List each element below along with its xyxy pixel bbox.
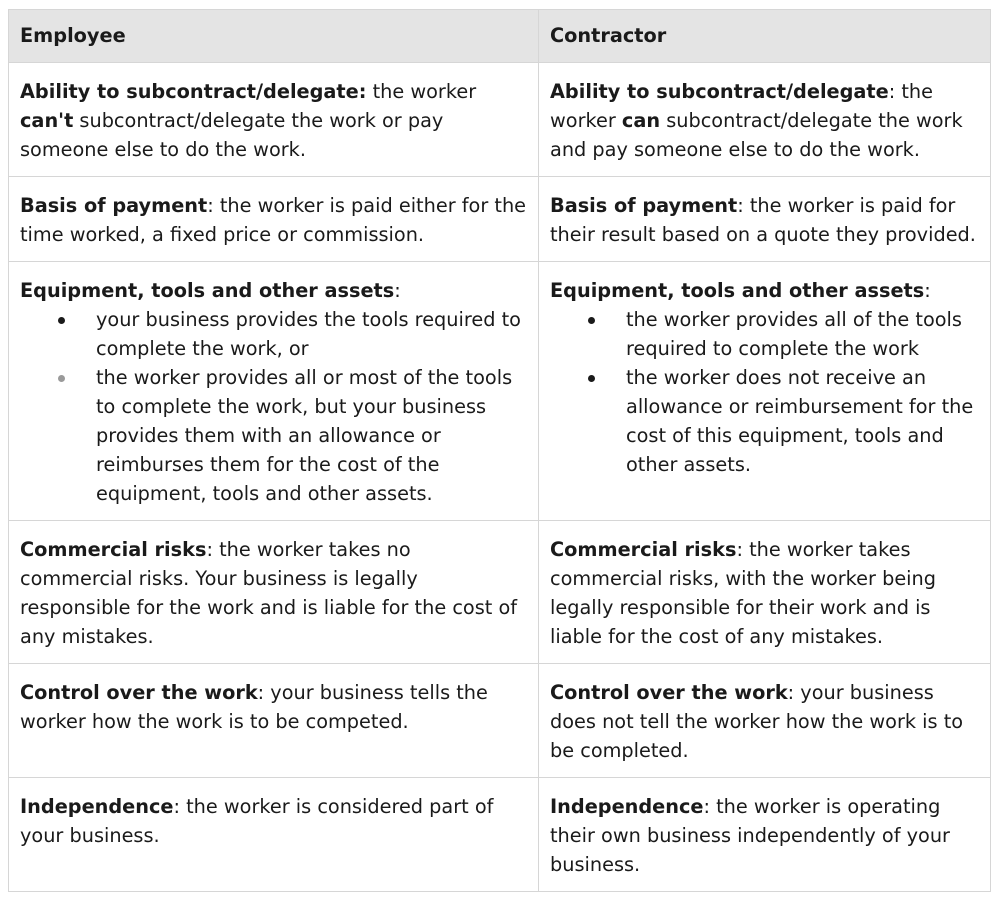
contractor-cell-risks — [539, 521, 991, 664]
contractor-cell-control — [539, 664, 991, 778]
emphasis: can — [621, 109, 661, 132]
cell-text: : the worker takes no commercial risks. Your business is legally responsible for the work and is liable for the cost of any mistakes. — [20, 538, 518, 648]
bullet-list — [20, 305, 527, 508]
list-item: your business provides the tools required to complete the work, or — [96, 305, 527, 363]
employee-cell-control — [9, 664, 539, 778]
list-item: the worker provides all of the tools required to complete the work — [626, 305, 979, 363]
table-row — [9, 664, 991, 778]
employee-cell-independence — [9, 778, 539, 892]
cell-text: : the worker is paid either for the time worked, a fixed price or commission. — [20, 194, 527, 246]
term-label: Commercial risks — [550, 538, 737, 561]
term-label: Equipment, tools and other assets — [550, 279, 925, 302]
term-label: Independence — [550, 795, 704, 818]
term-label: Commercial risks — [20, 538, 207, 561]
table-row — [9, 262, 991, 521]
cell-text: subcontract/delegate the work and pay someone else to do the work. — [550, 109, 963, 161]
table-row — [9, 778, 991, 892]
cell-text: : the worker — [550, 80, 934, 132]
employee-cell-subcontract — [9, 63, 539, 177]
cell-text: : the worker is operating their own business independently of your business. — [550, 795, 950, 876]
term-label: Control over the work — [550, 681, 788, 704]
list-item: the worker provides all or most of the tools to complete the work, but your business provides them with an allowance or reimburses them for the cost of the equipment, tools and other assets. — [96, 363, 527, 508]
term-label: Control over the work — [20, 681, 258, 704]
contractor-cell-payment — [539, 177, 991, 262]
table-row — [9, 63, 991, 177]
cell-text: : — [394, 279, 401, 302]
contractor-cell-equipment — [539, 262, 991, 521]
header-contractor: Contractor — [539, 10, 991, 63]
cell-text: : the worker takes commercial risks, with the worker being legally responsible for their work and is liable for the cost of any mistakes. — [550, 538, 937, 648]
term-label: Ability to subcontract/delegate: — [20, 80, 367, 103]
cell-text: subcontract/delegate the work or pay someone else to do the work. — [20, 109, 444, 161]
employee-cell-risks — [9, 521, 539, 664]
term-label: Basis of payment — [550, 194, 738, 217]
cell-text: : your business tells the worker how the work is to be competed. — [20, 681, 488, 733]
cell-text: the worker — [366, 80, 477, 103]
term-label: Equipment, tools and other assets — [20, 279, 395, 302]
cell-text: : your business does not tell the worker how the work is to be completed. — [550, 681, 964, 762]
employee-cell-equipment — [9, 262, 539, 521]
header-row — [9, 10, 991, 63]
employee-cell-payment — [9, 177, 539, 262]
bullet-list — [550, 305, 979, 479]
contractor-cell-independence — [539, 778, 991, 892]
comparison-table — [8, 9, 991, 892]
term-label: Basis of payment — [20, 194, 208, 217]
list-item: the worker does not receive an allowance or reimbursement for the cost of this equipment, tools and other assets. — [626, 363, 979, 479]
term-label: Independence — [20, 795, 174, 818]
emphasis: can't — [20, 109, 74, 132]
cell-text: : the worker is considered part of your business. — [20, 795, 494, 847]
term-label: Ability to subcontract/delegate — [550, 80, 889, 103]
table-row — [9, 521, 991, 664]
cell-text: : the worker is paid for their result based on a quote they provided. — [550, 194, 976, 246]
cell-text: : — [924, 279, 931, 302]
table-row — [9, 177, 991, 262]
contractor-cell-subcontract — [539, 63, 991, 177]
header-employee: Employee — [9, 10, 539, 63]
